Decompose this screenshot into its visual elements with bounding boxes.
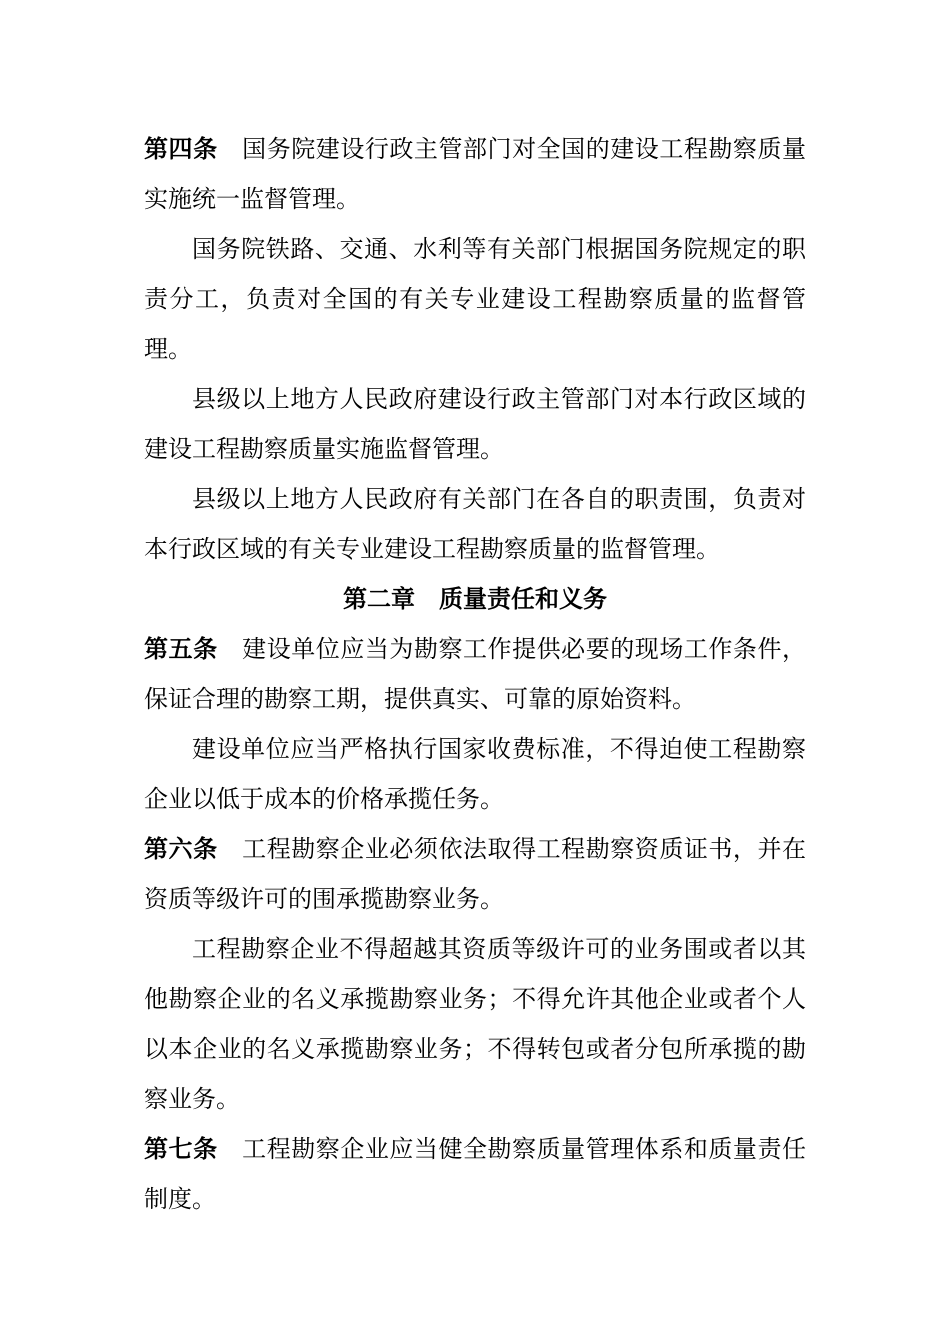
document-body bbox=[144, 124, 806, 1224]
article-label: 第四条 bbox=[144, 135, 218, 163]
paragraph: 县级以上地方人民政府建设行政主管部门对本行政区域的建设工程勘察质量实施监督管理。 bbox=[144, 385, 806, 463]
article-7 bbox=[144, 1124, 806, 1224]
paragraph: 县级以上地方人民政府有关部门在各自的职责围，负责对本行政区域的有关专业建设工程勘察质量的监督管理。 bbox=[144, 485, 806, 563]
article-6 bbox=[144, 824, 806, 924]
chapter-heading bbox=[144, 574, 806, 624]
article-text: 工程勘察企业应当健全勘察质量管理体系和质量责任制度。 bbox=[144, 1135, 807, 1213]
article-label: 第五条 bbox=[144, 635, 218, 663]
chapter-title: 质量责任和义务 bbox=[439, 585, 607, 613]
paragraph: 建设单位应当严格执行国家收费标准，不得迫使工程勘察企业以低于成本的价格承揽任务。 bbox=[144, 735, 806, 813]
article-label: 第六条 bbox=[144, 835, 218, 863]
chapter-number: 第二章 bbox=[343, 585, 415, 613]
article-label: 第七条 bbox=[144, 1135, 218, 1163]
article-text: 工程勘察企业必须依法取得工程勘察资质证书，并在资质等级许可的围承揽勘察业务。 bbox=[144, 835, 807, 913]
article-text: 国务院建设行政主管部门对全国的建设工程勘察质量实施统一监督管理。 bbox=[144, 135, 807, 213]
paragraph: 工程勘察企业不得超越其资质等级许可的业务围或者以其他勘察企业的名义承揽勘察业务；不得允许其他企业或者个人以本企业的名义承揽勘察业务；不得转包或者分包所承揽的勘察业务。 bbox=[144, 935, 806, 1113]
paragraph: 国务院铁路、交通、水利等有关部门根据国务院规定的职责分工，负责对全国的有关专业建设工程勘察质量的监督管理。 bbox=[144, 235, 806, 363]
article-5 bbox=[144, 624, 806, 724]
article-text: 建设单位应当为勘察工作提供必要的现场工作条件，保证合理的勘察工期，提供真实、可靠的原始资料。 bbox=[144, 635, 807, 713]
article-4 bbox=[144, 124, 806, 224]
